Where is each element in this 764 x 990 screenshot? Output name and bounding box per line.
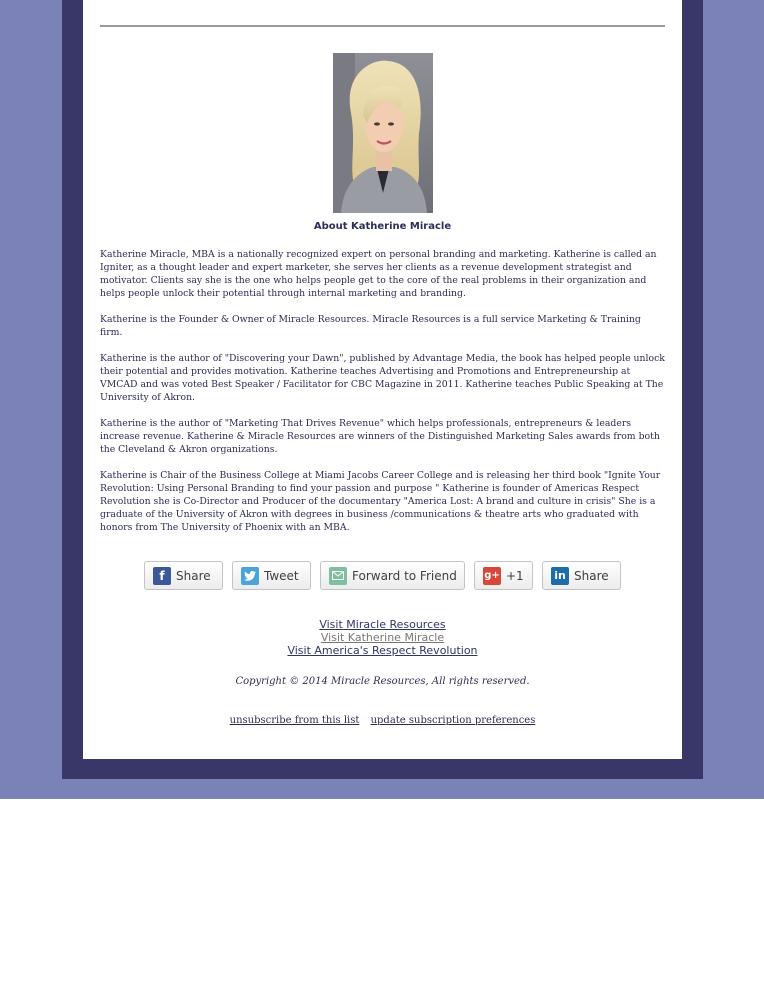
katherine-miracle-link[interactable]: Visit Katherine Miracle	[320, 631, 445, 644]
bio-paragraph: Katherine is the Founder & Owner of Miracle Resources. Miracle Resources is a full service Marketing & Training firm.	[100, 314, 641, 338]
bio-paragraph: Katherine is the author of "Discovering your Dawn", published by Advantage Media, the book has helped people unlock their potential and provides motivation. Katherine teaches Advertising and Promotions and Entrepreneurship at VMCAD and was voted Best Speaker / Facilitator for CBC Magazine in 2011. Katherine teaches Public Speaking at The University of Akron.	[100, 353, 665, 403]
site-links	[100, 618, 665, 657]
bio-paragraph: Katherine Miracle, MBA is a nationally recognized expert on personal branding and marketing. Katherine is called an Igniter, as a thought leader and expert marketer, she serves her clients as a revenue development strategist and motivator. Clients say she is the one who helps people get to the core of the real problems in their organization and helps people unlock their potential through internal marketing and branding.	[100, 249, 657, 299]
facebook-share-label: Share	[176, 568, 211, 583]
bio-paragraph: Katherine is the author of "Marketing That Drives Revenue" which helps professionals, entrepreneurs & leaders increase revenue. Katherine & Miracle Resources are winners of the Distinguished Marketing Sales awards from both the Cleveland & Akron organizations.	[100, 418, 660, 455]
respect-revolution-link[interactable]: Visit America's Respect Revolution	[287, 644, 478, 657]
unsubscribe-link[interactable]: unsubscribe from this list	[229, 715, 360, 726]
divider	[100, 25, 665, 27]
forward-label: Forward to Friend	[352, 568, 457, 583]
google-plus-icon: g+	[483, 567, 501, 585]
google-plus-label: +1	[506, 568, 524, 583]
facebook-share-button[interactable]	[144, 561, 223, 590]
footer-links	[100, 715, 665, 726]
copyright-text: Copyright © 2014 Miracle Resources, All rights reserved.	[235, 676, 530, 687]
email-icon	[329, 567, 347, 585]
tweet-button[interactable]	[232, 561, 311, 590]
miracle-resources-link[interactable]: Visit Miracle Resources	[319, 618, 446, 631]
linkedin-share-label: Share	[574, 568, 609, 583]
about-heading: About Katherine Miracle	[313, 221, 452, 232]
share-bar	[0, 561, 764, 593]
biography	[100, 248, 665, 547]
tweet-label: Tweet	[264, 568, 299, 583]
linkedin-icon: in	[551, 567, 569, 585]
linkedin-share-button[interactable]	[542, 561, 621, 590]
update-preferences-link[interactable]: update subscription preferences	[370, 715, 536, 726]
bio-paragraph: Katherine is Chair of the Business College at Miami Jacobs Career College and is releasing her third book "Ignite Your Revolution: Using Personal Branding to find your passion and purpose " Katherine is founder of Americas Respect Revolution she is Co-Director and Producer of the documentary "America Lost: A brand and culture in crisis" She is a graduate of the University of Akron with degrees in business /communications & theatre arts who graduated with honors from The University of Phoenix with an MBA.	[100, 470, 661, 533]
twitter-icon	[241, 567, 259, 585]
google-plus-button[interactable]	[474, 561, 533, 590]
facebook-icon: f	[153, 567, 171, 585]
portrait-image	[333, 53, 433, 213]
forward-to-friend-button[interactable]	[320, 561, 465, 590]
